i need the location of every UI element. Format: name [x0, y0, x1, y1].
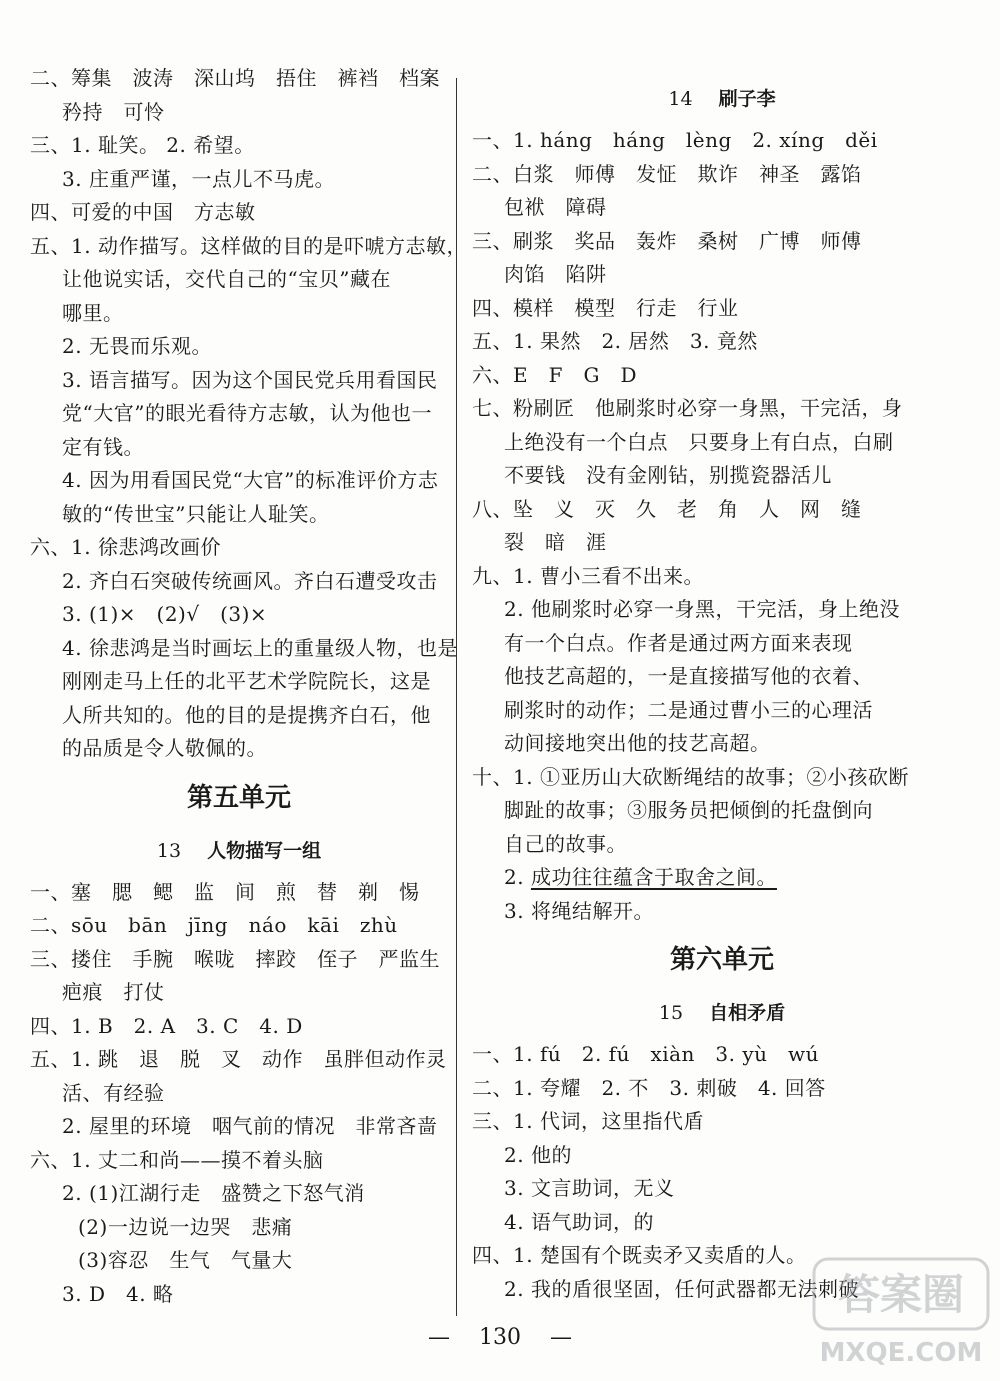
answer-line: 3. 文言助词，无义 [504, 1176, 675, 1200]
answer-line: 二、白浆 师傅 发怔 欺诈 神圣 露馅 [472, 161, 862, 186]
answer-line: 人所共知的。他的目的是提携齐白石，他 [62, 702, 431, 727]
answer-line: 刷浆时的动作；二是通过曹小三的心理活 [504, 697, 873, 722]
left-column [30, 62, 467, 1311]
unit-five-title: 第五单元 [186, 782, 291, 813]
lesson-14-title [472, 82, 972, 116]
answer-line: 六、1. 丈二和尚——摸不着头脑 [30, 1147, 324, 1172]
answer-line: 裂 暗 涯 [504, 530, 607, 554]
answer-line: 2. (1)江湖行走 盛赞之下怒气消 [62, 1181, 365, 1205]
answer-line: 2. 无畏而乐观。 [62, 334, 212, 358]
answer-line: 包袱 障碍 [504, 195, 607, 219]
answer-line: 四、模样 模型 行走 行业 [472, 295, 739, 320]
underlined-prefix: 2. [504, 865, 531, 889]
answer-line: 三、刷浆 奖品 轰炸 桑树 广博 师傅 [472, 228, 862, 253]
left-answers-block-1 [30, 62, 467, 766]
answer-line: 疤痕 打仗 [62, 980, 165, 1004]
answer-line: 三、1. 代词，这里指代盾 [472, 1109, 704, 1133]
lesson-14-number: 14 [668, 88, 693, 110]
left-answers-block-2 [30, 876, 448, 1312]
answer-line: 七、粉刷匠 他刷浆时必穿一身黑，干完活，身 [472, 396, 903, 420]
answer-line: 十、1. ①亚历山大砍断绳结的故事；②小孩砍断 [472, 764, 909, 789]
page-dash-right: — [550, 1325, 572, 1350]
watermark-logo [812, 1255, 990, 1373]
answer-line: 五、1. 跳 退 脱 叉 动作 虽胖但动作灵 [30, 1047, 447, 1071]
right-column [472, 62, 972, 1306]
answer-line: 自己的故事。 [504, 831, 627, 856]
answer-line: 3. 将绳结解开。 [504, 898, 654, 923]
answer-line: 上绝没有一个白点 只要身上有白点，白刷 [504, 429, 894, 454]
lesson-13-number: 13 [156, 839, 182, 862]
answer-line: 4. 因为用看国民党“大官”的标准评价方志 [62, 468, 439, 492]
lesson-13-title [30, 834, 448, 868]
answer-line: 动间接地突出他的技艺高超。 [504, 731, 771, 755]
answer-line: 四、1. 楚国有个既卖矛又卖盾的人。 [472, 1243, 807, 1267]
answer-line: 四、可爱的中国 方志敏 [30, 200, 256, 224]
right-answers-block-1 [472, 124, 972, 861]
answer-line: 不要钱 没有金刚钻，别揽瓷器活儿 [504, 463, 832, 487]
answer-line: 敏的“传世宝”只能让人耻笑。 [62, 501, 330, 526]
answer-line: 3. 语言描写。因为这个国民党兵用看国民 [62, 367, 438, 392]
answer-line: 二、筹集 波涛 深山坞 捂住 裤裆 档案 [30, 66, 440, 90]
answer-line: 2. 齐白石突破传统画风。齐白石遭受攻击 [62, 568, 438, 593]
answer-line: 3. 庄重严谨，一点儿不马虎。 [62, 166, 335, 191]
answer-line: 一、塞 腮 鳃 监 间 煎 替 剃 惕 [30, 879, 420, 904]
answer-line: 肉馅 陷阱 [504, 262, 607, 286]
answer-line: 二、sōu bān jīng náo kāi zhù [30, 913, 398, 937]
answer-line: 3. (1)× (2)√ (3)× [62, 602, 268, 626]
answer-line: 五、1. 动作描写。这样做的目的是吓唬方志敏， [30, 233, 467, 258]
answer-line: 让他说实话，交代自己的“宝贝”藏在 [62, 267, 391, 291]
page-number-value: 130 [479, 1325, 521, 1350]
answer-line: 哪里。 [62, 300, 124, 325]
answer-line: 的品质是令人敬佩的。 [62, 736, 267, 760]
answer-line: 2. 他的 [504, 1142, 572, 1167]
answer-line: 四、1. B 2. A 3. C 4. D [30, 1013, 303, 1038]
answer-line: 2. 我的盾很坚固，任何武器都无法刺破 [504, 1276, 859, 1301]
answer-line: (3)容忍 生气 气量大 [78, 1248, 293, 1272]
page-dash-left: — [428, 1325, 450, 1350]
answer-line: 3. D 4. 略 [62, 1281, 174, 1306]
answer-line: 六、E F G D [472, 362, 637, 387]
lesson-15-title [472, 996, 972, 1030]
answer-line: 一、1. háng háng lèng 2. xíng děi [472, 128, 878, 152]
answer-line: 活、有经验 [62, 1080, 165, 1105]
lesson-15-name: 自相矛盾 [709, 1002, 786, 1024]
answer-line: 定有钱。 [62, 434, 144, 459]
answer-line: 刚刚走马上任的北平艺术学院院长，这是 [62, 669, 431, 693]
watermark-url: MXQE.COM [819, 1338, 983, 1368]
answer-line: 2. 他刷浆时必穿一身黑，干完活，身上绝没 [504, 597, 900, 621]
answer-line: 脚趾的故事；③服务员把倾倒的托盘倒向 [504, 798, 873, 822]
answer-line-underlined [472, 861, 972, 895]
answer-line: (2)一边说一边哭 悲痛 [78, 1214, 293, 1239]
lesson-15-number: 15 [658, 1002, 684, 1024]
answer-line: 九、1. 曹小三看不出来。 [472, 563, 704, 588]
answer-line: 六、1. 徐悲鸿改画价 [30, 535, 221, 559]
underlined-answer: 成功往往蕴含于取舍之间。 [530, 865, 777, 889]
answer-line: 有一个白点。作者是通过两方面来表现 [504, 630, 853, 655]
answer-line: 4. 徐悲鸿是当时画坛上的重量级人物，也是 [62, 635, 458, 660]
lesson-14-name: 刷子李 [718, 88, 776, 110]
answer-line: 矜持 可怜 [62, 99, 165, 124]
answer-line: 一、1. fú 2. fú xiàn 3. yù wú [472, 1042, 820, 1066]
answer-line: 八、坠 义 灭 久 老 角 人 网 缝 [472, 496, 862, 521]
unit-six-title: 第六单元 [669, 945, 774, 975]
answer-line: 4. 语气助词，的 [504, 1209, 654, 1234]
lesson-13-name: 人物描写一组 [207, 839, 322, 862]
answer-line: 2. 屋里的环境 咽气前的情况 非常吝啬 [62, 1114, 438, 1138]
answer-line: 二、1. 夸耀 2. 不 3. 刺破 4. 回答 [472, 1075, 826, 1100]
answer-line: 他技艺高超的，一是直接描写他的衣着、 [504, 664, 873, 688]
answer-line: 党“大官”的眼光看待方志敏，认为他也一 [62, 401, 432, 425]
column-divider [456, 78, 457, 1316]
answer-line: 三、1. 耻笑。 2. 希望。 [30, 133, 255, 157]
answer-line: 三、搂住 手腕 喉咙 摔跤 侄子 严监生 [30, 946, 440, 971]
answer-line: 五、1. 果然 2. 居然 3. 竟然 [472, 329, 758, 353]
watermark-title: 答案圈 [837, 1270, 965, 1319]
